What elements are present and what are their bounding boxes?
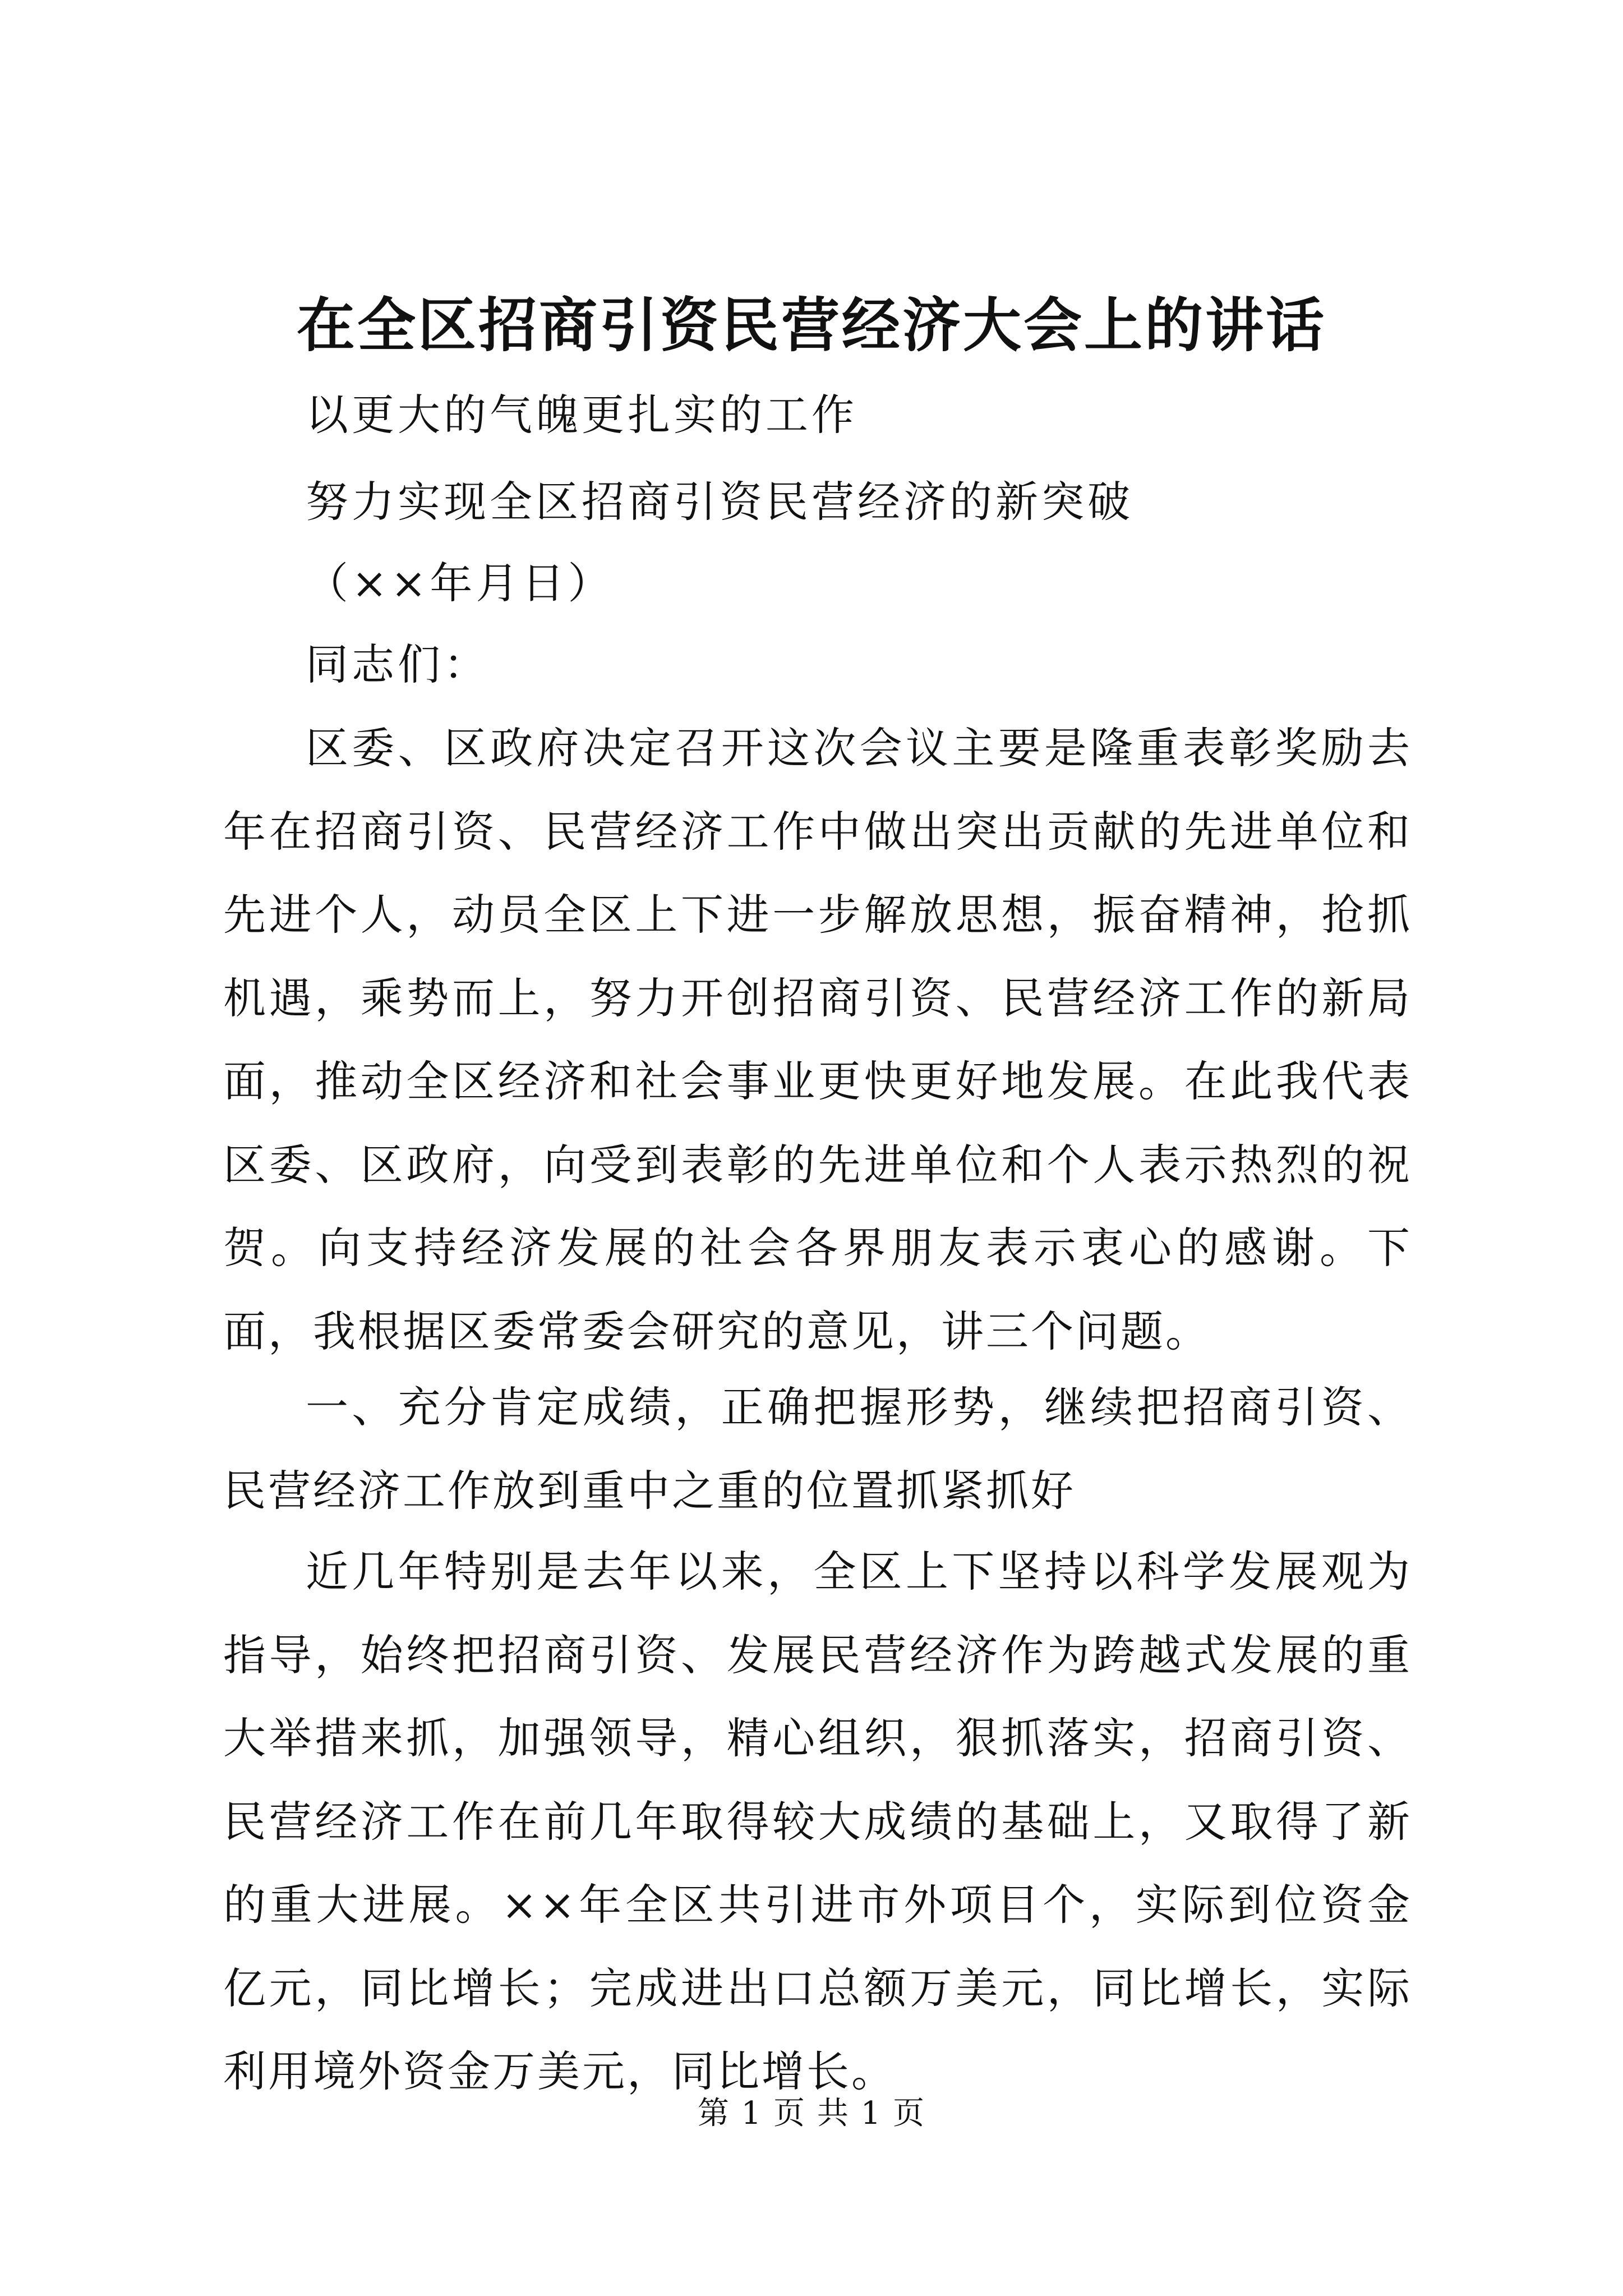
document-title: 在全区招商引资民营经济大会上的讲话 (296, 291, 1326, 360)
body-paragraph-1: 区委、区政府决定召开这次会议主要是隆重表彰奖励去年在招商引资、民营经济工作中做出突出贡献的先进单位和先进个人，动员全区上下进一步解放思想，振奋精神，抢抓机遇，乘势而上，努力开创招商引资、民营经济工作的新局面，推动全区经济和社会事业更快更好地发展。在此我代表区委、区政府，向受到表彰的先进单位和个人表示热烈的祝贺。向支持经济发展的社会各界朋友表示衷心的感谢。下面，我根据区委常委会研究的意见，讲三个问题。 (223, 723, 1412, 1356)
subtitle-line-1: 以更大的气魄更扎实的工作 (306, 390, 857, 440)
salutation: 同志们： (306, 639, 490, 689)
subtitle-line-2: 努力实现全区招商引资民营经济的新突破 (306, 477, 1133, 527)
date-line: （××年月日） (306, 558, 614, 608)
body-paragraph-2: 近几年特别是去年以来，全区上下坚持以科学发展观为指导，始终把招商引资、发展民营经济作为跨越式发展的重大举措来抓，加强领导，精心组织，狠抓落实，招商引资、民营经济工作在前几年取得较大成绩的基础上，又取得了新的重大进展。××年全区共引进市外项目个，实际到位资金亿元，同比增长；完成进出口总额万美元，同比增长，实际利用境外资金万美元，同比增长。 (223, 1547, 1412, 2096)
page-number-footer: 第 1 页 共 1 页 (697, 2095, 926, 2132)
section-heading-1: 一、充分肯定成绩，正确把握形势，继续把招商引资、民营经济工作放到重中之重的位置抓紧抓好 (223, 1382, 1412, 1516)
